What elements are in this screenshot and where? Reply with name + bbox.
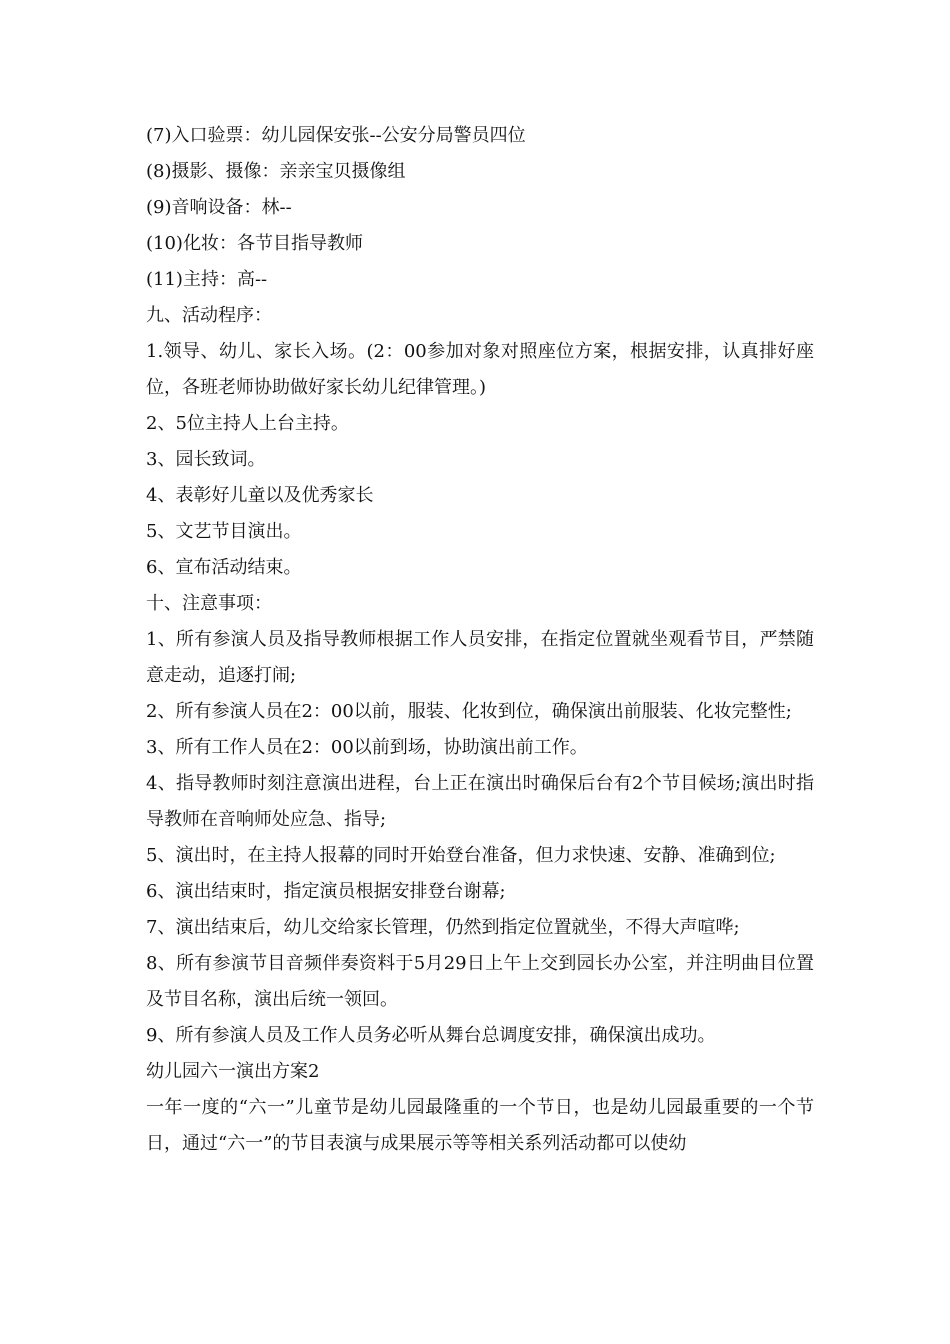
program-item: 3、园长致词。	[146, 449, 266, 470]
staff-item-makeup: (10)化妆：各节目指导教师	[146, 233, 363, 254]
staff-item-audio: (9)音响设备：林--	[146, 197, 292, 218]
program-item: 2、5位主持人上台主持。	[146, 413, 349, 434]
section-heading-program: 九、活动程序：	[146, 305, 272, 326]
note-item: 5、演出时，在主持人报幕的同时开始登台准备，但力求快速、安静、准确到位;	[146, 845, 776, 866]
staff-item-ticket-check: (7)入口验票：幼儿园保安张--公安分局警员四位	[146, 125, 526, 146]
staff-item-photography: (8)摄影、摄像：亲亲宝贝摄像组	[146, 161, 406, 182]
note-item: 7、演出结束后，幼儿交给家长管理，仍然到指定位置就坐，不得大声喧哗;	[146, 917, 740, 938]
note-item: 6、演出结束时，指定演员根据安排登台谢幕;	[146, 881, 506, 902]
note-item: 8、所有参演节目音频伴奏资料于5月29日上午上交到园长办公室，并注明曲目位置及节目名称，演出后统一领回。	[146, 953, 814, 1010]
document-body	[146, 118, 814, 1162]
staff-item-host: (11)主持：高--	[146, 269, 268, 290]
program-item: 5、文艺节目演出。	[146, 521, 302, 542]
note-item: 4、指导教师时刻注意演出进程，台上正在演出时确保后台有2个节目候场;演出时指导教师在音响师处应急、指导;	[146, 773, 814, 830]
section-heading-notes: 十、注意事项：	[146, 593, 272, 614]
note-item: 1、所有参演人员及指导教师根据工作人员安排，在指定位置就坐观看节目，严禁随意走动，追逐打闹;	[146, 629, 814, 686]
note-item: 3、所有工作人员在2：00以前到场，协助演出前工作。	[146, 737, 588, 758]
program-item: 1.领导、幼儿、家长入场。(2：00参加对象对照座位方案，根据安排，认真排好座位，各班老师协助做好家长幼儿纪律管理。)	[146, 341, 814, 398]
plan2-intro: 一年一度的“六一”儿童节是幼儿园最隆重的一个节日，也是幼儿园最重要的一个节日，通过“六一”的节目表演与成果展示等等相关系列活动都可以使幼	[146, 1097, 814, 1154]
program-item: 4、表彰好儿童以及优秀家长	[146, 485, 374, 506]
program-item: 6、宣布活动结束。	[146, 557, 302, 578]
plan2-title: 幼儿园六一演出方案2	[146, 1061, 320, 1082]
note-item: 9、所有参演人员及工作人员务必听从舞台总调度安排，确保演出成功。	[146, 1025, 716, 1046]
note-item: 2、所有参演人员在2：00以前，服装、化妆到位，确保演出前服装、化妆完整性;	[146, 701, 792, 722]
